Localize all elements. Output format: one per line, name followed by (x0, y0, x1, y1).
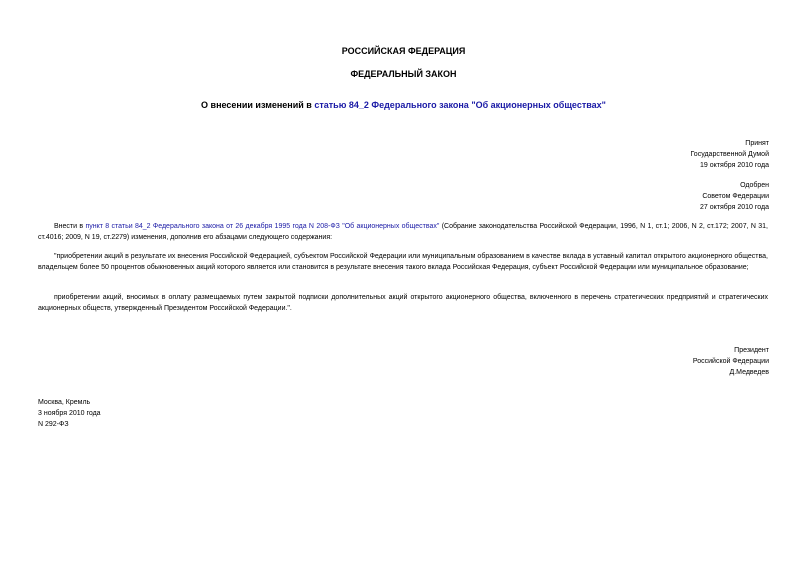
adopted-date: 19 октября 2010 года (700, 162, 769, 169)
country-heading: РОССИЙСКАЯ ФЕДЕРАЦИЯ (341, 46, 466, 56)
signature-country: Российской Федерации (692, 358, 769, 365)
adopted-block (690, 138, 769, 171)
approved-body: Советом Федерации (702, 193, 769, 200)
signature-name: Д.Медведев (729, 369, 769, 376)
adopted-body: Государственной Думой (690, 151, 769, 158)
signature-title: Президент (734, 347, 769, 354)
footer-block (38, 397, 101, 430)
paragraph-amendment-prefix: Внести в (54, 223, 86, 230)
law-title-prefix: О внесении изменений в (201, 100, 315, 110)
law-title-link[interactable]: статью 84_2 Федерального закона "Об акционерных обществах" (314, 100, 606, 110)
approved-date: 27 октября 2010 года (700, 204, 769, 211)
article-link[interactable]: пункт 8 статьи 84_2 Федерального закона от 26 декабря 1995 года N 208-ФЗ "Об акционерных обществах" (85, 223, 440, 230)
approved-block (700, 180, 769, 213)
paragraph-amendment (38, 221, 768, 243)
adopted-label: Принят (745, 140, 769, 147)
signature-block (693, 345, 769, 378)
approved-label: Одобрен (740, 182, 769, 189)
law-title (0, 100, 807, 110)
footer-number: N 292-ФЗ (38, 421, 69, 428)
paragraph-amendment-suffix: (Собрание законодательства Российской Федерации, 1996, N 1, ст.1; 2006, N 2, ст.172; 2007, N 31, ст.4016; 2009, N 19, ст.2279) изменения, дополнив его абзацами следующего содержания: (38, 223, 768, 241)
footer-place: Москва, Кремль (38, 399, 91, 406)
paragraph-acquisition-2: приобретении акций, вносимых в оплату размещаемых путем закрытой подписки дополнительных акций открытого акционерного общества, включенного в перечень стратегических предприятий и стратегических акционерных обществ, утвержденный Президентом Российской Федерации.". (38, 294, 768, 312)
footer-date: 3 ноября 2010 года (38, 410, 101, 417)
paragraph-acquisition-1: "приобретении акций в результате их внесения Российской Федерацией, субъектом Российской Федерации или муниципальным образованием в качестве вклада в уставный капитал открытого акционерного общества, владельцем более 50 процентов обыкновенных акций которого является или становится в результате внесения такого вклада Российская Федерация, субъект Российской Федерации или муниципальное образование; (38, 253, 768, 271)
law-type-heading: ФЕДЕРАЛЬНЫЙ ЗАКОН (350, 69, 457, 79)
